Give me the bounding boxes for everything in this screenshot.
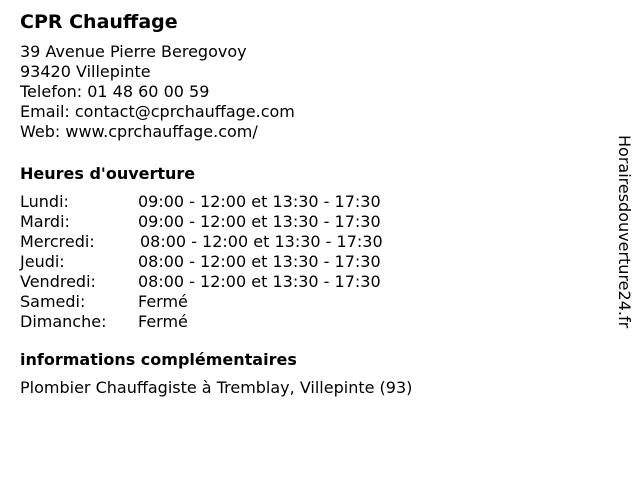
email-line: Email: contact@cprchauffage.com <box>20 102 295 121</box>
hours-row-monday <box>20 192 600 212</box>
hours-time-value: 08:00 - 12:00 et 13:30 - 17:30 <box>138 272 381 291</box>
hours-row-wednesday <box>20 232 600 252</box>
business-card <box>20 8 600 398</box>
site-watermark-text: Horairesdouverture24.fr <box>615 135 634 329</box>
opening-hours-heading: Heures d'ouverture <box>20 164 196 183</box>
web-line: Web: www.cprchauffage.com/ <box>20 122 258 141</box>
site-watermark <box>612 135 636 345</box>
hours-row-friday <box>20 272 600 292</box>
hours-row-thursday <box>20 252 600 272</box>
hours-time-value: 08:00 - 12:00 et 13:30 - 17:30 <box>140 232 383 251</box>
additional-info-heading: informations complémentaires <box>20 350 297 369</box>
hours-time-value: 09:00 - 12:00 et 13:30 - 17:30 <box>138 212 381 231</box>
hours-day-label: Dimanche: <box>20 312 107 331</box>
business-name: CPR Chauffage <box>20 11 178 33</box>
address-street: 39 Avenue Pierre Beregovoy <box>20 42 247 61</box>
hours-time-value: Fermé <box>138 312 188 331</box>
additional-info-text: Plombier Chauffagiste à Tremblay, Villepinte (93) <box>20 378 413 397</box>
hours-day-label: Samedi: <box>20 292 86 311</box>
hours-time-value: Fermé <box>138 292 188 311</box>
hours-day-label: Mercredi: <box>20 232 95 251</box>
hours-row-saturday <box>20 292 600 312</box>
hours-day-label: Mardi: <box>20 212 70 231</box>
phone-line: Telefon: 01 48 60 00 59 <box>20 82 210 101</box>
hours-day-label: Vendredi: <box>20 272 96 291</box>
address-city: 93420 Villepinte <box>20 62 151 81</box>
hours-time-value: 09:00 - 12:00 et 13:30 - 17:30 <box>138 192 381 211</box>
hours-day-label: Jeudi: <box>20 252 65 271</box>
hours-row-sunday <box>20 312 600 332</box>
hours-day-label: Lundi: <box>20 192 69 211</box>
hours-time-value: 08:00 - 12:00 et 13:30 - 17:30 <box>138 252 381 271</box>
hours-row-tuesday <box>20 212 600 232</box>
